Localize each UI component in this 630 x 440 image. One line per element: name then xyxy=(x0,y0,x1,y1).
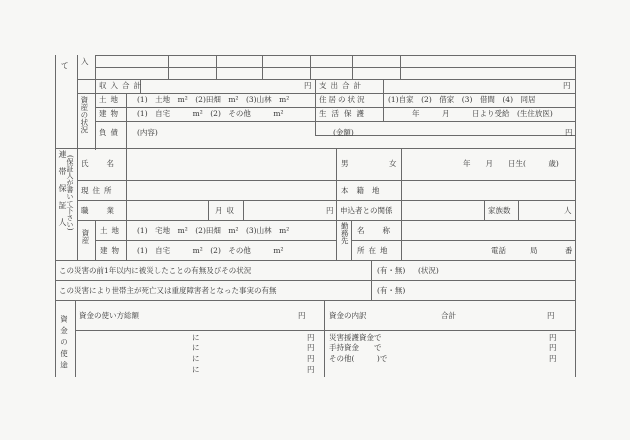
breakdown-total-unit: 円 xyxy=(547,311,555,320)
gender-male[interactable]: 男 xyxy=(341,159,349,168)
workplace-address-label: 所在地 xyxy=(357,246,392,255)
occupation-label: 職 業 xyxy=(81,206,115,215)
phone-number: 番 xyxy=(565,246,573,255)
side-char: て xyxy=(61,61,69,70)
guarantor-assets-label: 資産 xyxy=(81,229,90,244)
income-item-field[interactable] xyxy=(96,56,168,67)
disaster-answer-2[interactable]: (有・無) xyxy=(377,286,406,295)
usage-unit: 円 xyxy=(307,365,315,374)
debt-amount-field[interactable] xyxy=(360,122,560,147)
monthly-income-label: 月収 xyxy=(215,206,238,215)
gender-female[interactable]: 女 xyxy=(389,159,397,168)
monthly-income-unit: 円 xyxy=(326,206,334,215)
expense-total-label: 支出合計 xyxy=(319,81,365,90)
welfare-text: 年 月 日より受給 (生住放医) xyxy=(412,109,553,118)
breakdown-row-unit: 円 xyxy=(549,333,557,342)
guarantor-address-label: 現住所 xyxy=(81,186,116,195)
welfare-label: 生活保護 xyxy=(319,109,369,118)
breakdown-total-label: 合計 xyxy=(441,311,456,320)
funds-usage-label: 資金の使途 xyxy=(59,315,69,373)
workplace-name-label: 名 称 xyxy=(357,226,391,235)
usage-total-field[interactable] xyxy=(150,302,290,328)
relation-label: 申込者との関係 xyxy=(340,206,393,215)
usage-total-label: 資金の使い方総額 xyxy=(79,311,139,320)
phone-exchange: 局 xyxy=(530,246,538,255)
expense-total-field[interactable] xyxy=(384,80,559,92)
income-amount-field[interactable] xyxy=(169,56,216,67)
debt-label: 負債 xyxy=(99,128,122,137)
residence-options[interactable]: (1)自家 (2) 借家 (3) 借間 (4) 同居 xyxy=(388,95,536,104)
disaster-answer-1[interactable]: (有・無) xyxy=(377,266,406,275)
guarantor-name-label: 氏 名 xyxy=(81,159,115,168)
disaster-question-1: この災害の前1年以内に被災したことの有無及びその状況 xyxy=(59,266,252,275)
workplace-name-field[interactable] xyxy=(402,221,575,240)
income-total-label: 収入合計 xyxy=(99,81,145,90)
guarantor-land-options: (1) 宅地 m² (2)田畑 m² (3)山林 m² xyxy=(137,226,290,235)
expense-item-field[interactable] xyxy=(401,56,575,67)
assets-land-options: (1) 土地 m² (2)田畑 m² (3)山林 m² xyxy=(137,95,290,104)
breakdown-row-unit: 円 xyxy=(549,354,557,363)
assets-land-label: 土地 xyxy=(99,95,122,104)
debt-unit: 円 xyxy=(565,128,573,137)
assets-status-label: 資産の状況 xyxy=(79,96,89,134)
breakdown-row-label: 災害援護資金で xyxy=(329,333,382,342)
monthly-income-field[interactable] xyxy=(244,201,324,220)
debt-amount-label: (金額) xyxy=(333,128,354,137)
usage-unit: 円 xyxy=(307,343,315,352)
breakdown-row-unit: 円 xyxy=(549,343,557,352)
income-total-field[interactable] xyxy=(141,80,301,92)
guarantor-building-options: (1) 自宅 m² (2) その他 m² xyxy=(137,246,284,255)
debt-content-field[interactable] xyxy=(160,122,330,147)
occupation-field[interactable] xyxy=(127,201,208,220)
phone-label: 電話 xyxy=(491,246,506,255)
domicile-label: 本籍地 xyxy=(341,186,388,195)
residence-label: 住居の状況 xyxy=(319,95,367,104)
expense-total-unit: 円 xyxy=(563,81,571,90)
domicile-field[interactable] xyxy=(402,181,575,200)
guarantor-building-label: 建物 xyxy=(100,246,123,255)
guarantor-label: 連帯保証人 xyxy=(58,150,67,235)
breakdown-row-label: その他( )で xyxy=(329,354,388,363)
workplace-label: 勤務先 xyxy=(340,222,350,245)
breakdown-row-label: 手持資金 で xyxy=(329,343,382,352)
debt-content-label: (内容) xyxy=(137,128,158,137)
usage-total-unit: 円 xyxy=(298,311,306,320)
usage-particle: に xyxy=(192,365,200,374)
disaster-question-2: この災害により世帯主が死亡又は重度障害者となった事実の有無 xyxy=(59,286,277,295)
birth-date-text: 年 月 日生( 歳) xyxy=(463,159,559,168)
family-count-unit: 人 xyxy=(564,206,572,215)
guarantor-land-label: 土地 xyxy=(100,226,123,235)
income-entry-label: 入 xyxy=(81,57,89,66)
assets-building-label: 建物 xyxy=(99,109,122,118)
relation-field[interactable] xyxy=(402,201,484,220)
usage-unit: 円 xyxy=(307,333,315,342)
usage-particle: に xyxy=(192,333,200,342)
guarantor-name-field[interactable] xyxy=(127,149,336,180)
disaster-extra-1: (状況) xyxy=(418,266,439,275)
usage-particle: に xyxy=(192,354,200,363)
guarantor-note: (保証人が書いて下さい) xyxy=(66,155,74,231)
family-count-label: 家族数 xyxy=(488,206,511,215)
breakdown-label: 資金の内訳 xyxy=(329,311,367,320)
usage-unit: 円 xyxy=(307,354,315,363)
family-count-field[interactable] xyxy=(519,201,559,220)
usage-particle: に xyxy=(192,343,200,352)
guarantor-address-field[interactable] xyxy=(127,181,336,200)
assets-building-options: (1) 自宅 m² (2) その他 m² xyxy=(137,109,284,118)
income-total-unit: 円 xyxy=(304,81,312,90)
